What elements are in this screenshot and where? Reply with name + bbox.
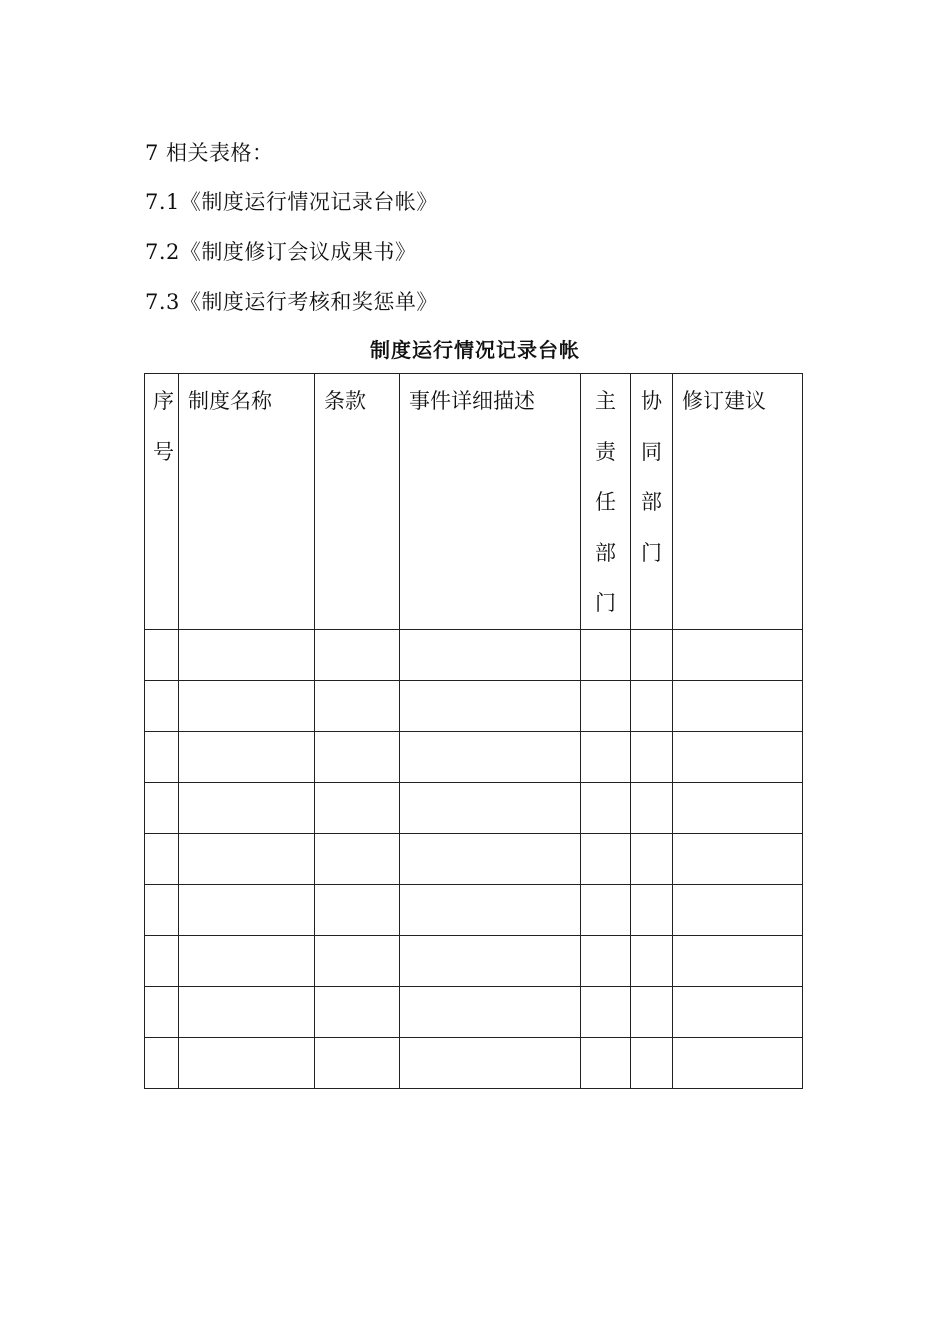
table-cell[interactable] (400, 935, 581, 986)
table-cell[interactable] (673, 833, 803, 884)
table-cell[interactable] (673, 1037, 803, 1088)
table-cell[interactable] (179, 1037, 315, 1088)
table-cell[interactable] (581, 833, 631, 884)
column-header-label: 主责任部门 (595, 389, 616, 615)
table-cell[interactable] (673, 731, 803, 782)
table-cell[interactable] (631, 731, 673, 782)
table-row (145, 782, 803, 833)
table-cell[interactable] (673, 986, 803, 1037)
table-cell[interactable] (145, 1037, 179, 1088)
table-cell[interactable] (631, 782, 673, 833)
form-list-item: 7.3《制度运行考核和奖惩单》 (145, 290, 438, 314)
table-cell[interactable] (145, 680, 179, 731)
table-cell[interactable] (179, 884, 315, 935)
table-cell[interactable] (581, 986, 631, 1037)
table-row (145, 884, 803, 935)
column-header-label: 制度名称 (188, 389, 272, 413)
column-header-rule-name (179, 374, 315, 630)
table-cell[interactable] (145, 629, 179, 680)
table-cell[interactable] (315, 884, 400, 935)
table-cell[interactable] (315, 833, 400, 884)
table-row (145, 629, 803, 680)
table-cell[interactable] (581, 1037, 631, 1088)
column-header-label: 修订建议 (682, 389, 766, 413)
table-cell[interactable] (179, 680, 315, 731)
column-header-label: 事件详细描述 (409, 389, 535, 413)
column-header-clause (315, 374, 400, 630)
table-cell[interactable] (673, 782, 803, 833)
table-cell[interactable] (179, 935, 315, 986)
table-cell[interactable] (400, 986, 581, 1037)
table-cell[interactable] (315, 680, 400, 731)
table-body (145, 629, 803, 1088)
table-cell[interactable] (631, 680, 673, 731)
table-cell[interactable] (315, 629, 400, 680)
table-row (145, 680, 803, 731)
column-header-revision-suggestion (673, 374, 803, 630)
column-header-label: 序号 (153, 389, 174, 464)
table-row (145, 1037, 803, 1088)
table-cell[interactable] (179, 986, 315, 1037)
table-cell[interactable] (315, 986, 400, 1037)
table-cell[interactable] (673, 680, 803, 731)
table-cell[interactable] (145, 731, 179, 782)
table-row (145, 935, 803, 986)
table-cell[interactable] (179, 833, 315, 884)
table-cell[interactable] (145, 986, 179, 1037)
column-header-lead-department (581, 374, 631, 630)
column-header-serial-no (145, 374, 179, 630)
table-cell[interactable] (400, 680, 581, 731)
table-cell[interactable] (581, 629, 631, 680)
table-cell[interactable] (400, 1037, 581, 1088)
table-cell[interactable] (400, 629, 581, 680)
table-cell[interactable] (145, 884, 179, 935)
table-cell[interactable] (179, 731, 315, 782)
table-cell[interactable] (315, 1037, 400, 1088)
record-ledger-table (144, 373, 803, 1089)
table-cell[interactable] (400, 833, 581, 884)
table-cell[interactable] (400, 731, 581, 782)
table-row (145, 731, 803, 782)
table-cell[interactable] (581, 935, 631, 986)
table-cell[interactable] (145, 935, 179, 986)
form-list-item: 7.1《制度运行情况记录台帐》 (145, 190, 438, 214)
table-title: 制度运行情况记录台帐 (370, 338, 580, 362)
table-cell[interactable] (145, 833, 179, 884)
table-cell[interactable] (631, 884, 673, 935)
table-cell[interactable] (631, 833, 673, 884)
table-cell[interactable] (581, 884, 631, 935)
table-cell[interactable] (673, 884, 803, 935)
table-cell[interactable] (315, 935, 400, 986)
table-cell[interactable] (315, 731, 400, 782)
table-cell[interactable] (400, 884, 581, 935)
column-header-label: 协同部门 (641, 389, 662, 565)
table-cell[interactable] (673, 935, 803, 986)
table-cell[interactable] (631, 986, 673, 1037)
table-cell[interactable] (315, 782, 400, 833)
table-cell[interactable] (581, 680, 631, 731)
table-row (145, 986, 803, 1037)
column-header-event-description (400, 374, 581, 630)
table-cell[interactable] (179, 782, 315, 833)
table-cell[interactable] (179, 629, 315, 680)
table-cell[interactable] (631, 1037, 673, 1088)
table-cell[interactable] (145, 782, 179, 833)
table-cell[interactable] (581, 782, 631, 833)
section-heading: 7 相关表格： (145, 141, 274, 165)
table-cell[interactable] (631, 935, 673, 986)
table-cell[interactable] (581, 731, 631, 782)
column-header-label: 条款 (324, 389, 366, 413)
form-list-item: 7.2《制度修订会议成果书》 (145, 240, 417, 264)
table-cell[interactable] (631, 629, 673, 680)
table-cell[interactable] (673, 629, 803, 680)
table-header-row (145, 374, 803, 630)
table-cell[interactable] (400, 782, 581, 833)
column-header-co-department (631, 374, 673, 630)
table-row (145, 833, 803, 884)
